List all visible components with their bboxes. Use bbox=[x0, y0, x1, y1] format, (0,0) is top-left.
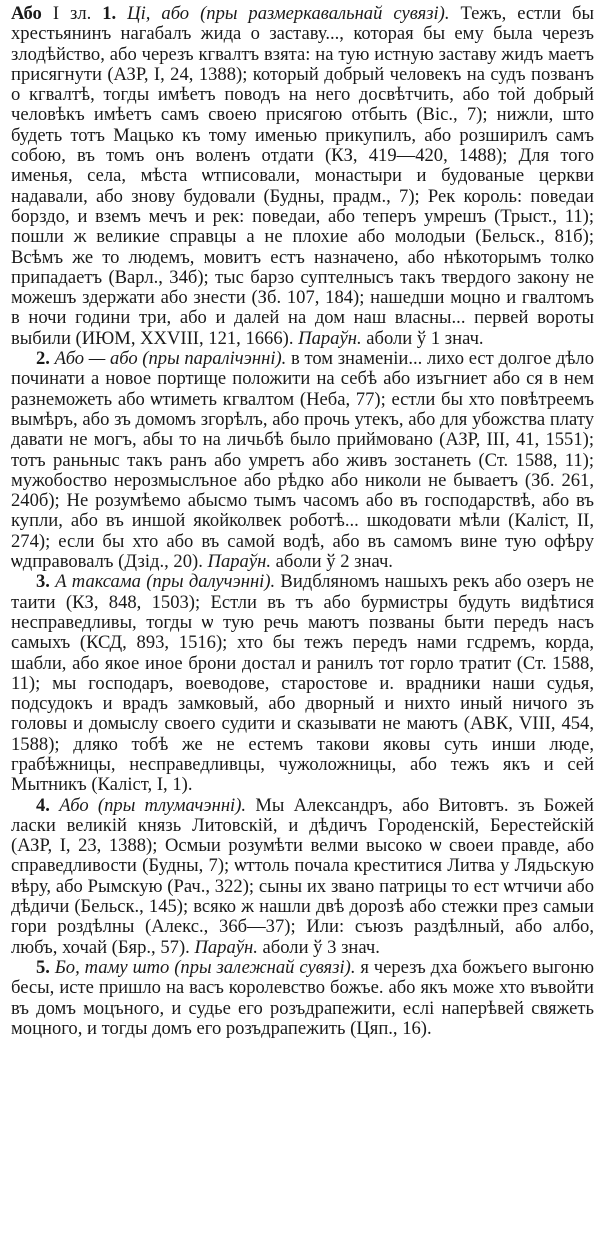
cross-reference-label: Параўн. bbox=[293, 327, 362, 349]
sense-gloss: А таксама (пры далучэнні). bbox=[49, 571, 276, 593]
entry-5 bbox=[11, 958, 594, 1039]
cross-reference: аболи ў 1 знач. bbox=[361, 327, 484, 349]
entry-1 bbox=[11, 4, 594, 349]
sense-gloss: Або — або (пры паралічэнні). bbox=[49, 348, 287, 370]
sense-citations: Видбляномъ нашыхъ рекъ або озеръ не таити (КЗ, 848, 1503); Естли въ тъ або бурмистры будуть видѣтися несправедливы, тогды ѡ тую речь маютъ позваны быти передъ насъ самыхъ (КСД, 893, 1516); хто бы тежъ передъ нами гсдремъ, корда, шабли, або якое иное брони достал и ранилъ тот горло тратит (Ст. 1588, 11); мы господаръ, воеводове, старостове и. врадники наши судья, подсудокъ и врадъ замковый, або дворный и нихто иный ничого зъ головы и домыслу своего судити и сказывати не маютъ (АВК, VIII, 454, 1588); дляко тобѣ же не естемъ такови яковы суть инши люде, грабѣжницы, несправедливцы, чужоложницы, або тежъ якъ и сей Мытникъ (Каліст, І, 1). bbox=[11, 571, 594, 796]
sense-gloss: Бо, таму што (пры залежнай сувязі). bbox=[49, 956, 356, 978]
sense-gloss: Або (пры тлумачэнні). bbox=[49, 794, 247, 816]
cross-reference-label: Параўн. bbox=[189, 936, 258, 958]
entry-3 bbox=[11, 572, 594, 795]
sense-citations: Мы Александръ, або Витовтъ. зъ Божей ласки великій князь Литовскій, и дѣдичъ Городенскій, Берестейскій (АЗР, І, 23, 1388); Осмыи розумѣти велми высоко ѡ своеи правде, або справедливости (Будны, 7); ѡттоль почала креститися Литва у Лядьскую вѣру, або Рымскую (Рач., 322); сыны их звано патрицы то ест ѡтчичи або дѣдичи (Бельск., 145); всяко ж нашли двѣ дорозѣ або стежки през самыи гори роздѣлны (Алекс., 36б—37); Или: съюзъ раздѣлный, або албо, любъ, хочай (Бяр., 57). bbox=[11, 794, 595, 958]
sense-citations: я черезъ дха божъего выгоню бесы, исте пришло на васъ королевство божъе. або якъ може хто въвойти въ домъ моцъного, и судье его розъдрапежити, еслі наперѣвей свяжеть моцного, и тогды домъ его розъдрапежить (Цяп., 16). bbox=[11, 956, 594, 1039]
headword-grammar: І зл. bbox=[41, 3, 103, 24]
sense-number: 4. bbox=[36, 794, 50, 816]
cross-reference-label: Параўн. bbox=[202, 551, 271, 573]
sense-citations: Тежъ, естли бы хрестьянинъ нагабалъ жида о заставу..., которая бы ему была черезъ злодѣйство, або черезъ кгвалтъ взята: на тую истную заставу жидъ маетъ присягнути (АЗР, І, 24, 1388); который добрый человекъ на судъ позванъ о кгвалтѣ, тогды имѣетъ поводъ на него досвѣтчить, або той добрый человѣкъ имѣетъ самъ своею присягою отбыть (Віс., 7); нижли, што будеть тотъ Мацько къ тому именью прикупилъ, або розширилъ самъ собою, въ томъ онъ воленъ отдати (КЗ, 419—420, 1488); Для того именья, села, мѣста ѡтписовали, монастыри и будованые церкви надавали, або знову будовали (Будны, прадм., 7); Рек король: поведаи борздо, и вземъ мечъ и рек: поведаи, або теперъ умрешъ (Трыст., 11); пошли ж великие справцы а не плохие або молодыи (Бельск., 81б); Всѣмъ же то людемъ, мовитъ естъ назначено, або нѣкоторымъ толко припадаетъ (Варл., 34б); тыс барзо суптелнысъ такъ твердого закону не можешъ здержати або знести (Зб. 107, 184); нашедши моцно и гвалтомъ в ночи години три, або и далей на дом наш власны... первей вороты выбили (ИЮМ, XXVIII, 121, 1666). bbox=[11, 3, 594, 349]
sense-gloss: Ці, або (пры размеркавальнай сувязі). bbox=[116, 3, 450, 24]
cross-reference: аболи ў 3 знач. bbox=[257, 936, 380, 958]
sense-number: 5. bbox=[36, 956, 50, 978]
sense-number: 2. bbox=[36, 348, 50, 370]
sense-number: 1. bbox=[102, 3, 117, 24]
entry-4 bbox=[11, 796, 594, 958]
headword: Або bbox=[11, 3, 42, 24]
sense-citations: в том знаменіи... лихо ест долгое дѣло починати а новое портище положити на себѣ або изъгниет або ся в нем разнеможеть або ѡтиметь кгвалтом (Неба, 77); естли бы хто повѣтреемъ вымѣръ, або зъ домомъ згорѣлъ, або прочь утекъ, або для убожства плату давати не могъ, абы то на личьбѣ было приймовано (АЗР, ІІІ, 41, 1551); тотъ раньныс такъ ранъ або умретъ або живъ зостанеть (Ст. 1588, 11); мужобоство нерозмыслъное або рѣдко або николи не бываетъ (Зб. 261, 240б); Не розумѣемо абысмо тымъ часомъ або въ господарствѣ, або въ купли, або въ иншой якойколвек роботѣ... шкодовати мѣли (Каліст, ІІ, 274); если бы хто або въ самой водѣ, або въ самомъ вине тую офѣру ѡдправовалъ (Дзід., 20). bbox=[11, 348, 594, 573]
cross-reference: аболи ў 2 знач. bbox=[270, 551, 393, 573]
sense-number: 3. bbox=[36, 571, 50, 593]
entry-2 bbox=[11, 349, 594, 572]
